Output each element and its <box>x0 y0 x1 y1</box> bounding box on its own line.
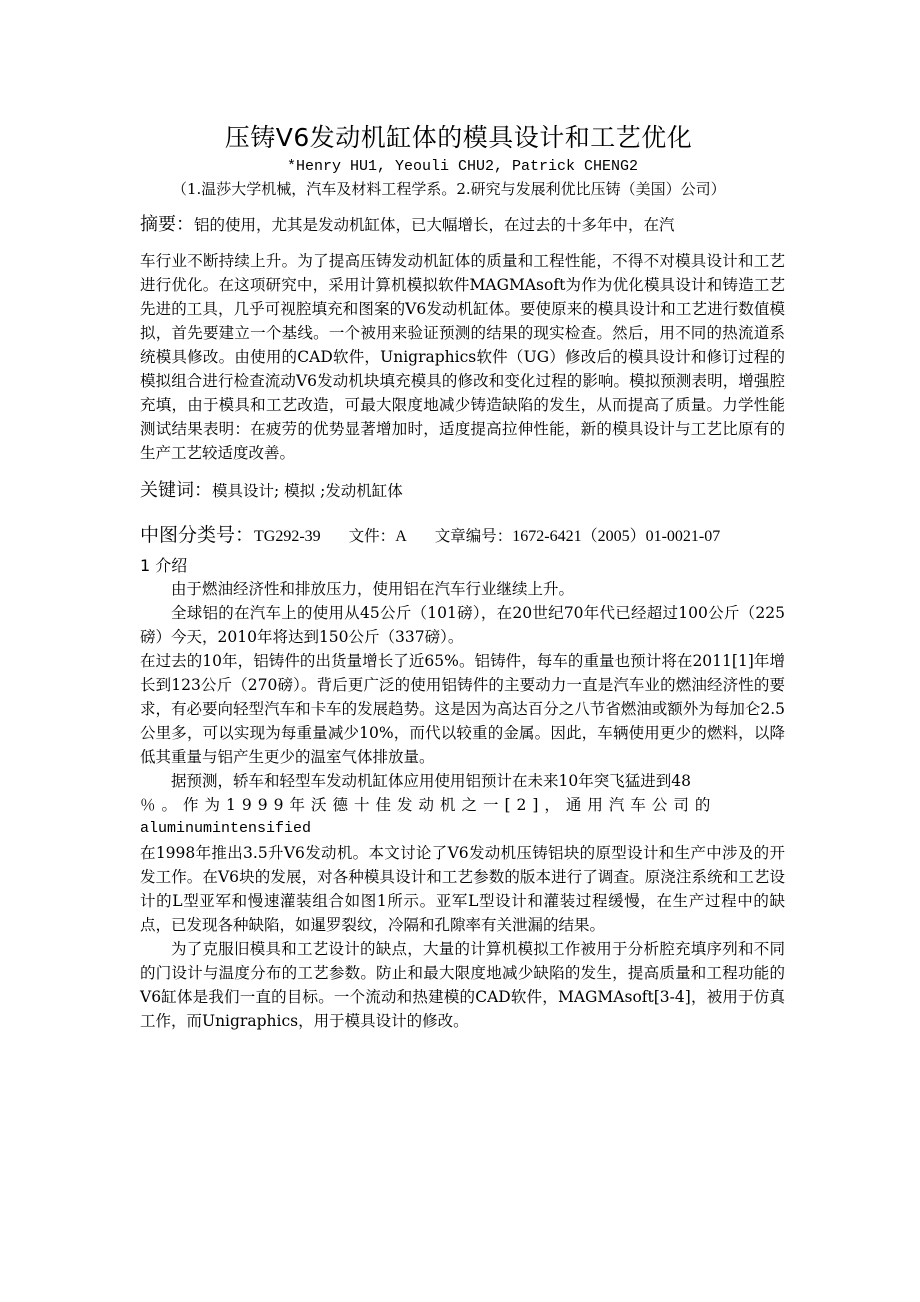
keywords-label: 关键词： <box>140 480 212 501</box>
classification-value: TG292-39 <box>254 528 321 545</box>
article-number-value: 1672-6421（2005）01-0021-07 <box>512 528 721 545</box>
doc-code-label: 文件： <box>348 527 396 545</box>
authors-line: *Henry HU1, Yeouli CHU2, Patrick CHENG2 <box>286 158 639 175</box>
abstract-body: 车行业不断持续上升。为了提高压铸发动机缸体的质量和工程性能，不得不对模具设计和工艺进行优化。在这项研究中，采用计算机模拟软件MAGMAsoft为作为优化模具设计和铸造工艺先进的工具，几乎可视腔填充和图案的V6发动机缸体。要使原来的模具设计和工艺进行数值模拟，首先要建立一个基线。一个被用来验证预测的结果的现实检查。然后，用不同的热流道系统模具修改。由使用的CAD软件，Unigraphics软件（UG）修改后的模具设计和修订过程的模拟组合进行检查流动V6发动机块填充模具的修改和变化过程的影响。模拟预测表明，增强腔充填，由于模具和工艺改造，可最大限度地减少铸造缺陷的发生，从而提高了质量。力学性能测试结果表明：在疲劳的优势显著增加时，适度提高拉伸性能，新的模具设计与工艺比原有的生产工艺较适度改善。 <box>140 252 785 462</box>
paragraph-4-line-3: aluminumintensified <box>140 820 312 837</box>
paragraph-3: 在过去的10年，铝铸件的出货量增长了近65%。铝铸件，每车的重量也预计将在2011[1]年增长到123公斤（270磅）。背后更广泛的使用铝铸件的主要动力一直是汽车业的燃油经济性的要求，有必要向轻型汽车和卡车的发展趋势。这是因为高达百分之八节省燃油或额外为每加仑2.5公里多，可以实现为每重量减少10%，而代以较重的金属。因此，车辆使用更少的燃料，以降低其重量与铝产生更少的温室气体排放量。 <box>140 652 785 766</box>
paragraph-4-line-2: ％。作为1999年沃德十佳发动机之一[2]，通用汽车公司的 <box>140 796 717 814</box>
article-number-label: 文章编号： <box>434 527 513 545</box>
classification-line <box>140 523 785 549</box>
paragraph-5: 在1998年推出3.5升V6发动机。本文讨论了V6发动机压铸铝块的原型设计和生产中涉及的开发工作。在V6块的发展，对各种模具设计和工艺参数的版本进行了调查。原浇注系统和工艺设计的L型亚军和慢速灌装组合如图1所示。亚军L型设计和灌装过程缓慢，在生产过程中的缺点，已发现各种缺陷，如暹罗裂纹，冷隔和孔隙率有关泄漏的结果。 <box>140 844 785 934</box>
abstract-first-line <box>140 213 785 237</box>
section-heading: 1 介绍 <box>140 556 188 575</box>
classification-label: 中图分类号： <box>140 524 255 546</box>
paragraph-4-line-1: 据预测，轿车和轻型车发动机缸体应用使用铝预计在未来10年突飞猛进到48 <box>171 772 691 790</box>
keywords-line <box>140 479 785 503</box>
paragraph-2: 全球铝的在汽车上的使用从45公斤（101磅），在20世纪70年代已经超过100公斤（225磅）今天，2010年将达到150公斤（337磅）。 <box>140 604 785 646</box>
abstract-first-text: 铝的使用，尤其是发动机缸体，已大幅增长，在过去的十多年中，在汽 <box>194 216 675 234</box>
paper-title: 压铸V6发动机缸体的模具设计和工艺优化 <box>224 123 693 152</box>
paragraph-1: 由于燃油经济性和排放压力，使用铝在汽车行业继续上升。 <box>171 580 575 598</box>
paragraph-6: 为了克服旧模具和工艺设计的缺点，大量的计算机模拟工作被用于分析腔充填序列和不同的门设计与温度分布的工艺参数。防止和最大限度地减少缺陷的发生，提高质量和工程功能的V6缸体是我们一直的目标。一个流动和热建模的CAD软件，MAGMAsoft[3-4]，被用于仿真工作，而Unigraphics，用于模具设计的修改。 <box>140 940 785 1030</box>
doc-code-value: A <box>395 528 407 545</box>
affiliation: （1.温莎大学机械，汽车及材料工程学系。2.研究与发展利优比压铸（美国）公司） <box>172 180 726 198</box>
paper-page <box>140 118 785 1033</box>
keywords-value: 模具设计; 模拟 ;发动机缸体 <box>212 482 403 500</box>
abstract-label: 摘要： <box>140 214 194 235</box>
